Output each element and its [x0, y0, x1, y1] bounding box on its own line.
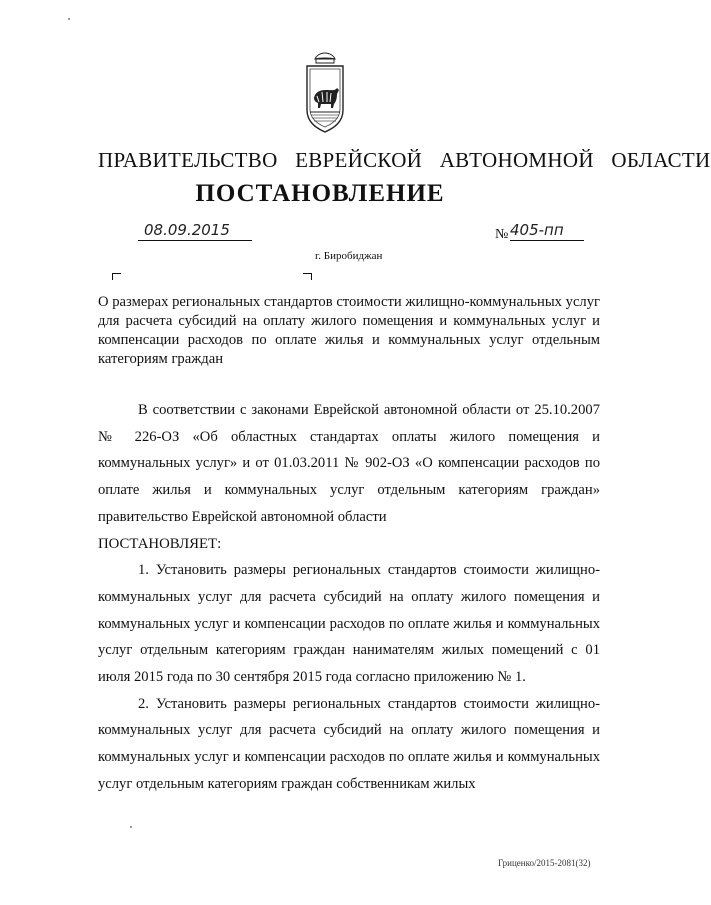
number-sign: №	[495, 227, 509, 242]
footer-reference: Гриценко/2015-2081(32)	[498, 858, 591, 868]
document-type-title: ПОСТАНОВЛЕНИЕ	[195, 180, 445, 207]
scan-speck	[68, 18, 70, 20]
document-body	[98, 397, 600, 798]
scan-speck	[130, 826, 132, 828]
document-date: 08.09.2015	[138, 220, 252, 241]
decree-word: ПОСТАНОВЛЯЕТ:	[98, 535, 222, 552]
item-2-paragraph: 2. Установить размеры региональных стандартов стоимости жилищно-коммунальных услуг для расчета субсидий на оплату жилого помещения и коммунальных услуг и компенсации расходов по оплате жилья и коммунальных услуг отдельным категориям граждан собственникам жилых	[98, 695, 600, 792]
government-name: ПРАВИТЕЛЬСТВО ЕВРЕЙСКОЙ АВТОНОМНОЙ ОБЛАСТИ	[98, 148, 711, 172]
preamble-paragraph: В соответствии с законами Еврейской автономной области от 25.10.2007 № 226-ОЗ «Об областных стандартах оплаты жилого помещения и коммунальных услуг» и от 01.03.2011 № 902-ОЗ «О компенсации расходов по оплате жилья и коммунальных услуг отдельным категориям граждан» правительство Еврейской автономной области	[98, 402, 600, 525]
coat-of-arms-emblem	[302, 52, 348, 138]
document-subject: О размерах региональных стандартов стоимости жилищно-коммунальных услуг для расчета субсидий на оплату жилого помещения и коммунальных услуг и компенсации расходов по оплате жилья и коммунальных услуг отдельным категориям граждан	[98, 294, 600, 367]
item-1-paragraph: 1. Установить размеры региональных стандартов стоимости жилищно-коммунальных услуг для расчета субсидий на оплату жилого помещения и коммунальных услуг и компенсации расходов по оплате жилья и коммунальных услуг отдельным категориям граждан нанимателям жилых помещений с 01 июля 2015 года по 30 сентября 2015 года согласно приложению № 1.	[98, 562, 600, 686]
city-name: г. Биробиджан	[315, 250, 383, 262]
document-number: 405-пп	[510, 220, 584, 241]
subject-corner-right	[303, 273, 312, 280]
subject-corner-left	[112, 273, 121, 280]
